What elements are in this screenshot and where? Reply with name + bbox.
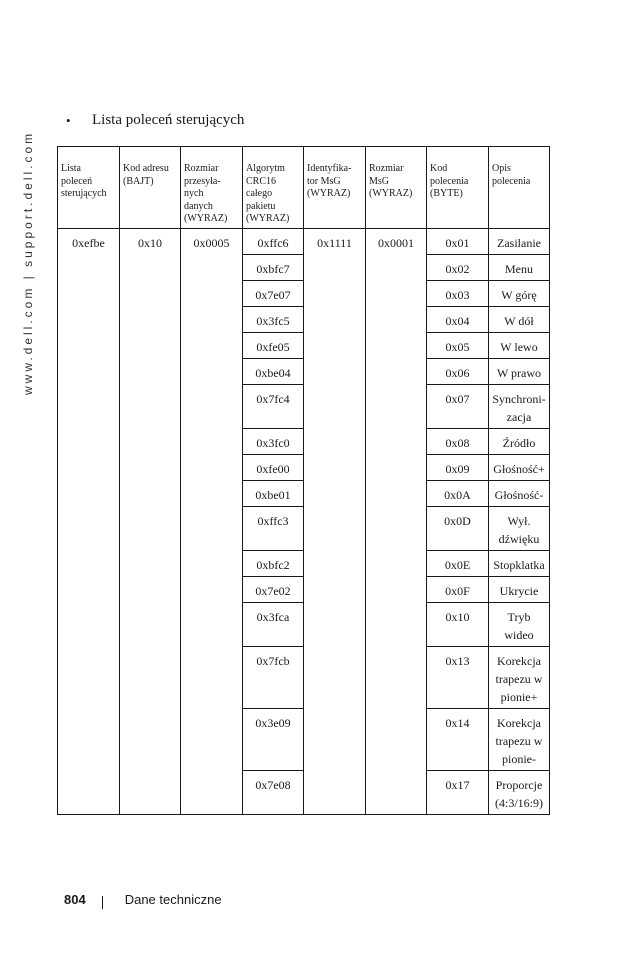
cell-command-code: 0x10 [427,602,489,646]
cell-command-code: 0x17 [427,770,489,814]
cell-crc: 0xbe01 [243,480,304,506]
footer-separator [102,896,103,909]
cell-description: Synchroni- zacja [489,384,550,428]
cell-description: W lewo [489,332,550,358]
command-table [57,146,550,815]
table-row [58,228,550,254]
cell-crc: 0xbe04 [243,358,304,384]
cell-data-size: 0x0005 [181,228,243,814]
cell-description: W dół [489,306,550,332]
cell-crc: 0x3fc0 [243,428,304,454]
cell-command-code: 0x0E [427,550,489,576]
cell-command-code: 0x03 [427,280,489,306]
footer-section: Dane techniczne [124,892,222,907]
cell-crc: 0xbfc7 [243,254,304,280]
header-command-code: Kod polecenia (BYTE) [427,147,489,229]
cell-crc: 0x7fc4 [243,384,304,428]
table-header [58,147,550,229]
cell-description: Głośność+ [489,454,550,480]
cell-command-code: 0x0D [427,506,489,550]
table-body [58,228,550,814]
cell-command-code: 0x04 [427,306,489,332]
cell-crc: 0x7e02 [243,576,304,602]
section-heading [66,112,244,129]
cell-command-code: 0x14 [427,708,489,770]
header-msg-size: Rozmiar MsG (WYRAZ) [366,147,427,229]
side-url: www.dell.com | support.dell.com [21,130,35,395]
header-command-list: Lista poleceń sterujących [58,147,120,229]
cell-address-code: 0x10 [120,228,181,814]
cell-command-code: 0x06 [427,358,489,384]
cell-description: W prawo [489,358,550,384]
cell-description: Tryb wideo [489,602,550,646]
cell-command-code: 0x01 [427,228,489,254]
heading-text: Lista poleceń sterujących [92,112,245,128]
cell-crc: 0xfe05 [243,332,304,358]
cell-crc: 0xfe00 [243,454,304,480]
cell-description: Korekcja trapezu w pionie+ [489,646,550,708]
cell-crc: 0x3fc5 [243,306,304,332]
header-msg-id: Identyfika- tor MsG (WYRAZ) [304,147,366,229]
cell-description: Menu [489,254,550,280]
header-address-code: Kod adresu (BAJT) [120,147,181,229]
cell-crc: 0x7e07 [243,280,304,306]
cell-command-code: 0x0A [427,480,489,506]
page-number: 804 [64,892,86,907]
cell-crc: 0x7fcb [243,646,304,708]
cell-msg-id: 0x1111 [304,228,366,814]
cell-command-list: 0xefbe [58,228,120,814]
cell-command-code: 0x09 [427,454,489,480]
cell-description: Korekcja trapezu w pionie- [489,708,550,770]
cell-command-code: 0x0F [427,576,489,602]
cell-crc: 0x3fca [243,602,304,646]
cell-description: Wył. dźwięku [489,506,550,550]
cell-command-code: 0x13 [427,646,489,708]
header-description: Opis polecenia [489,147,550,229]
cell-crc: 0x3e09 [243,708,304,770]
cell-command-code: 0x05 [427,332,489,358]
cell-command-code: 0x07 [427,384,489,428]
cell-msg-size: 0x0001 [366,228,427,814]
header-crc: Algorytm CRC16 całego pakietu (WYRAZ) [243,147,304,229]
cell-description: Ukrycie [489,576,550,602]
cell-crc: 0xffc3 [243,506,304,550]
cell-description: W górę [489,280,550,306]
bullet-icon: • [66,112,71,128]
cell-crc: 0xbfc2 [243,550,304,576]
cell-crc: 0x7e08 [243,770,304,814]
cell-description: Głośność- [489,480,550,506]
cell-description: Zasilanie [489,228,550,254]
header-data-size: Rozmiar przesyła- nych danych (WYRAZ) [181,147,243,229]
page-footer [64,892,222,907]
cell-crc: 0xffc6 [243,228,304,254]
cell-description: Stopklatka [489,550,550,576]
cell-description: Proporcje (4:3/16:9) [489,770,550,814]
cell-command-code: 0x02 [427,254,489,280]
cell-description: Źródło [489,428,550,454]
cell-command-code: 0x08 [427,428,489,454]
